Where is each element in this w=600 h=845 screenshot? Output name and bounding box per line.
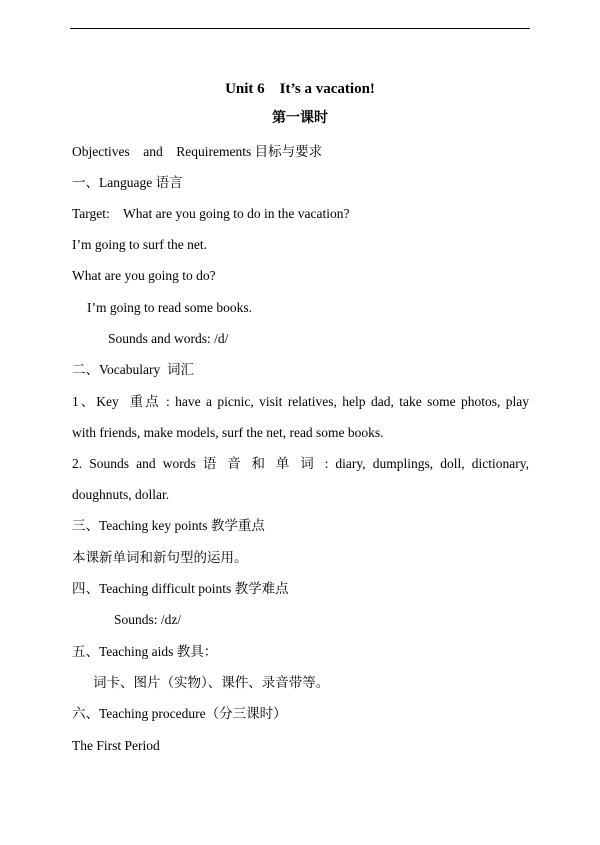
key-points-content: 本课新单词和新句型的运用。	[72, 550, 248, 565]
sounds-words-d: Sounds and words: /d/	[108, 331, 229, 346]
document-title: Unit 6 It’s a vacation!	[225, 81, 375, 97]
section-procedure-heading: 六、Teaching procedure（分三课时）	[72, 706, 287, 721]
key-vocabulary-line-1: 1、Key 重点 : have a picnic, visit relatives, help dad, take some photos, play	[72, 394, 529, 409]
sounds-words-line-1: 2. Sounds and words 语 音 和 单 词 : diary, dumplings, doll, dictionary,	[72, 456, 529, 471]
objectives-heading: Objectives and Requirements 目标与要求	[72, 144, 323, 159]
section-teaching-aids-heading: 五、Teaching aids 教具：	[72, 644, 218, 659]
question-line: What are you going to do?	[72, 268, 216, 283]
sentence-surf-net: I’m going to surf the net.	[72, 237, 207, 252]
section-key-points-heading: 三、Teaching key points 教学重点	[72, 518, 265, 533]
first-period-heading: The First Period	[72, 738, 160, 753]
teaching-aids-content: 词卡、图片（实物）、课件、录音带等。	[93, 675, 330, 690]
section-vocabulary-heading: 二、Vocabulary 词汇	[72, 362, 194, 377]
key-vocabulary-line-2: with friends, make models, surf the net, read some books.	[72, 425, 384, 440]
target-line: Target: What are you going to do in the vacation?	[72, 206, 350, 221]
document-subtitle: 第一课时	[272, 111, 328, 126]
section-difficult-points-heading: 四、Teaching difficult points 教学难点	[72, 581, 289, 596]
sounds-words-line-2: doughnuts, dollar.	[72, 487, 170, 502]
header-rule	[70, 28, 530, 29]
sentence-read-books: I’m going to read some books.	[87, 300, 252, 315]
difficult-points-content: Sounds: /dz/	[114, 612, 182, 627]
section-language-heading: 一、Language 语言	[72, 175, 183, 190]
